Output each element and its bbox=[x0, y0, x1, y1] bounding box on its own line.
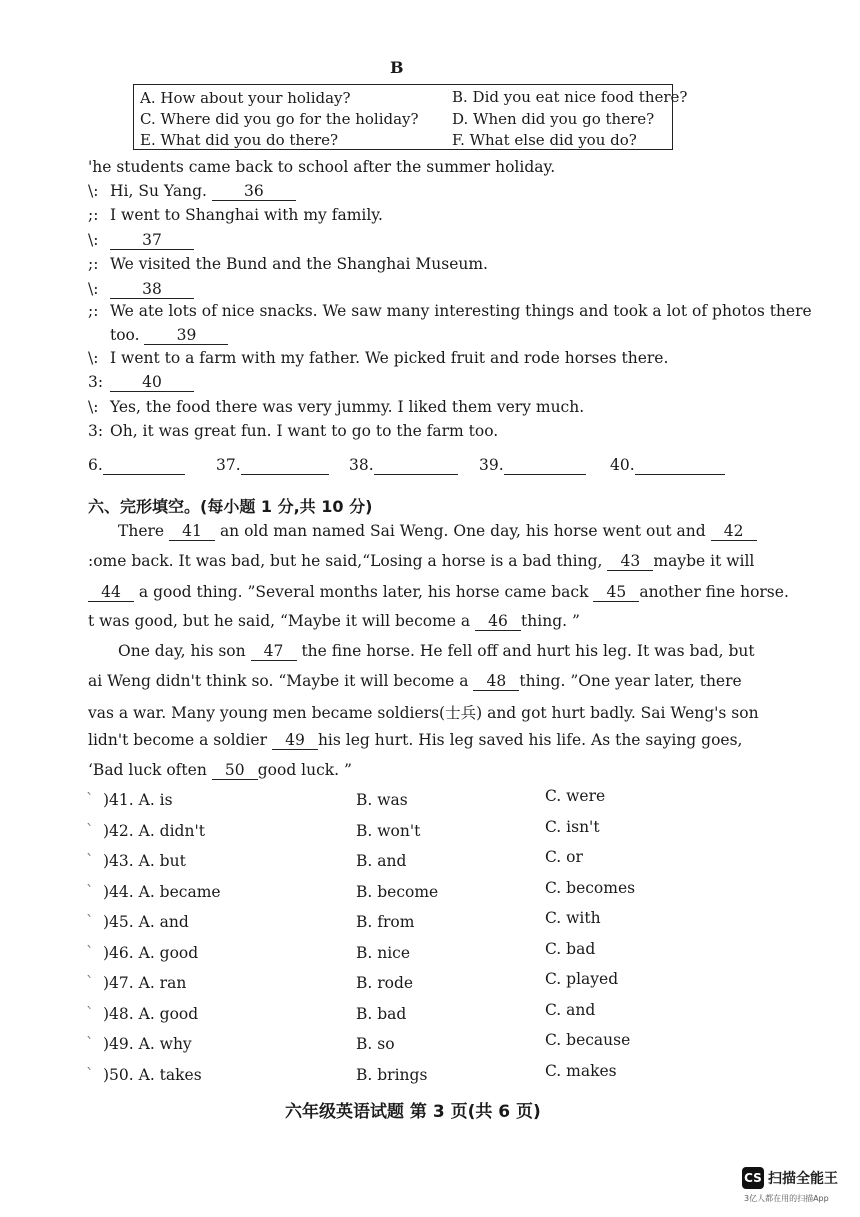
choice-c: C. bad bbox=[545, 939, 596, 958]
passage-text: :ome back. It was bad, but he said,“Losing a horse is a bad thing, bbox=[88, 552, 608, 570]
speaker-label: ;: bbox=[88, 255, 99, 273]
choice-c: C. isn't bbox=[545, 817, 600, 836]
section-6-title: 六、完形填空。(每小题 1 分,共 10 分) bbox=[88, 497, 373, 516]
passage-line bbox=[88, 701, 759, 723]
choice-c: C. and bbox=[545, 1000, 596, 1019]
passage-text: vas a war. Many young men became soldiers(士兵) and got hurt badly. Sai Weng's son bbox=[88, 704, 759, 722]
choice-b: B. brings bbox=[356, 1065, 428, 1084]
answer-blank: 40 bbox=[110, 374, 194, 392]
question-stem: )49. A. why bbox=[103, 1035, 192, 1053]
answer-blank: 37 bbox=[110, 232, 194, 250]
cloze-blank: 44 bbox=[88, 584, 134, 602]
choice-c: C. or bbox=[545, 848, 583, 866]
dialogue-line bbox=[88, 280, 194, 299]
cloze-blank: 50 bbox=[212, 762, 258, 780]
dialogue-line bbox=[88, 349, 668, 367]
passage-text: lidn't become a soldier bbox=[88, 731, 272, 749]
passage-text: a good thing. ”Several months later, his horse came back bbox=[134, 583, 594, 601]
cloze-blank: 42 bbox=[711, 523, 757, 541]
passage-text: thing. ” bbox=[521, 612, 580, 630]
passage-line bbox=[118, 642, 755, 661]
section-b-heading: B bbox=[390, 58, 404, 77]
passage-text: thing. ”One year later, there bbox=[519, 672, 742, 690]
question-stem: )42. A. didn't bbox=[103, 821, 205, 840]
dialogue-line bbox=[88, 302, 812, 320]
question-stem: )45. A. and bbox=[103, 913, 189, 931]
answer-bracket: ˋ bbox=[86, 1004, 94, 1023]
passage-line bbox=[118, 522, 757, 541]
speaker-label: \: bbox=[88, 231, 99, 249]
dialogue-text: Oh, it was great fun. I want to go to the farm too. bbox=[110, 422, 499, 440]
dialogue-intro: 'he students came back to school after the summer holiday. bbox=[88, 158, 556, 176]
answer-bracket: ˋ bbox=[86, 821, 94, 840]
choice-b: B. so bbox=[356, 1035, 395, 1053]
answer-blank: 39 bbox=[144, 327, 228, 345]
answer-blank: 36 bbox=[212, 183, 296, 201]
choice-b: B. bad bbox=[356, 1004, 407, 1023]
passage-text: another fine horse. bbox=[639, 583, 789, 601]
dialogue-line bbox=[88, 373, 194, 392]
answer-blank: 38 bbox=[110, 281, 194, 299]
passage-line bbox=[88, 612, 580, 631]
option-f: F. What else did you do? bbox=[452, 131, 637, 149]
camscanner-logo-icon: CS bbox=[742, 1167, 764, 1189]
passage-text: an old man named Sai Weng. One day, his horse went out and bbox=[215, 522, 711, 540]
passage-text: the fine horse. He fell off and hurt his leg. It was bad, but bbox=[296, 642, 755, 660]
speaker-label: 3: bbox=[88, 373, 104, 391]
answer-bracket: ˋ bbox=[86, 913, 94, 931]
answer-slot: 6. bbox=[88, 456, 185, 475]
cloze-blank: 43 bbox=[607, 553, 653, 571]
option-e: E. What did you do there? bbox=[140, 131, 339, 149]
question-stem: )41. A. is bbox=[103, 791, 173, 809]
watermark-sub: 3亿人都在用的扫描App bbox=[744, 1194, 829, 1203]
passage-text: good luck. ” bbox=[257, 761, 352, 779]
answer-bracket: ˋ bbox=[86, 1065, 94, 1084]
passage-line bbox=[88, 731, 742, 750]
choice-c: C. makes bbox=[545, 1061, 617, 1080]
watermark-name: 扫描全能王 bbox=[768, 1171, 838, 1187]
dialogue-line bbox=[88, 231, 194, 250]
passage-text: maybe it will bbox=[653, 552, 755, 570]
answer-slot: 38. bbox=[349, 456, 458, 475]
choice-b: B. become bbox=[356, 882, 439, 901]
options-box bbox=[133, 84, 688, 150]
cloze-blank: 41 bbox=[169, 523, 215, 541]
speaker-label: \: bbox=[88, 280, 99, 298]
passage-line bbox=[88, 552, 754, 571]
answer-bracket: ˋ bbox=[86, 791, 94, 809]
answer-slot: 39. bbox=[479, 456, 586, 475]
question-stem: )44. A. became bbox=[103, 882, 221, 901]
dialogue-text: I went to Shanghai with my family. bbox=[110, 206, 383, 224]
answer-slot: 37. bbox=[216, 456, 329, 475]
answer-bracket: ˋ bbox=[86, 882, 94, 901]
speaker-label: ;: bbox=[88, 302, 99, 320]
speaker-label: \: bbox=[88, 398, 99, 416]
option-a: A. How about your holiday? bbox=[140, 89, 351, 107]
dialogue-line bbox=[88, 255, 488, 273]
speaker-label: \: bbox=[88, 182, 99, 200]
answer-bracket: ˋ bbox=[86, 852, 94, 870]
passage-text: t was good, but he said, “Maybe it will become a bbox=[88, 612, 476, 630]
cloze-blank: 49 bbox=[272, 732, 318, 750]
dialogue-text: too. bbox=[110, 326, 140, 344]
dialogue-text: We visited the Bund and the Shanghai Museum. bbox=[110, 255, 488, 273]
question-stem: )46. A. good bbox=[103, 943, 199, 962]
option-d: D. When did you go there? bbox=[452, 110, 655, 128]
choice-b: B. won't bbox=[356, 821, 421, 840]
passage-text: There bbox=[118, 522, 170, 540]
cloze-blank: 46 bbox=[475, 613, 521, 631]
passage-line bbox=[88, 672, 742, 691]
passage-text: his leg hurt. His leg saved his life. As the saying goes, bbox=[317, 731, 743, 749]
dialogue-text: We ate lots of nice snacks. We saw many interesting things and took a lot of photos there bbox=[110, 302, 812, 320]
choice-b: B. was bbox=[356, 791, 408, 809]
passage-text: One day, his son bbox=[118, 642, 251, 660]
dialogue-line bbox=[88, 182, 296, 201]
cloze-blank: 47 bbox=[251, 643, 297, 661]
answer-bracket: ˋ bbox=[86, 974, 94, 992]
dialogue-line bbox=[88, 398, 584, 416]
dialogue-text: I went to a farm with my father. We picked fruit and rode horses there. bbox=[110, 349, 669, 367]
dialogue-text: Yes, the food there was very jummy. I liked them very much. bbox=[110, 398, 585, 416]
page-footer: 六年级英语试题 第 3 页(共 6 页) bbox=[285, 1102, 541, 1122]
question-stem: )48. A. good bbox=[103, 1004, 199, 1023]
option-b: B. Did you eat nice food there? bbox=[452, 88, 688, 106]
option-c: C. Where did you go for the holiday? bbox=[140, 110, 419, 128]
choice-b: B. from bbox=[356, 913, 415, 931]
dialogue-text: Hi, Su Yang. bbox=[110, 182, 207, 200]
choice-c: C. becomes bbox=[545, 878, 636, 897]
choice-c: C. were bbox=[545, 787, 606, 805]
dialogue-line bbox=[88, 206, 383, 224]
choice-b: B. and bbox=[356, 852, 407, 870]
question-stem: )43. A. but bbox=[103, 852, 186, 870]
cloze-blank: 45 bbox=[593, 584, 639, 602]
answer-bracket: ˋ bbox=[86, 943, 94, 962]
answer-slot: 40. bbox=[610, 456, 725, 475]
dialogue-line bbox=[88, 326, 228, 345]
question-stem: )50. A. takes bbox=[103, 1065, 202, 1084]
choice-c: C. played bbox=[545, 970, 619, 988]
cloze-blank: 48 bbox=[473, 673, 519, 691]
choice-c: C. with bbox=[545, 909, 601, 927]
speaker-label: 3: bbox=[88, 422, 104, 440]
passage-line bbox=[88, 761, 352, 780]
passage-text: ‘Bad luck often bbox=[88, 761, 212, 779]
choice-b: B. rode bbox=[356, 974, 414, 992]
speaker-label: ;: bbox=[88, 206, 99, 224]
passage-line bbox=[88, 583, 789, 602]
choice-c: C. because bbox=[545, 1031, 631, 1049]
passage-text: ai Weng didn't think so. “Maybe it will become a bbox=[88, 672, 474, 690]
speaker-label: \: bbox=[88, 349, 99, 367]
question-stem: )47. A. ran bbox=[103, 974, 187, 992]
choice-b: B. nice bbox=[356, 943, 411, 962]
dialogue-line bbox=[88, 422, 498, 440]
answer-bracket: ˋ bbox=[86, 1035, 94, 1053]
